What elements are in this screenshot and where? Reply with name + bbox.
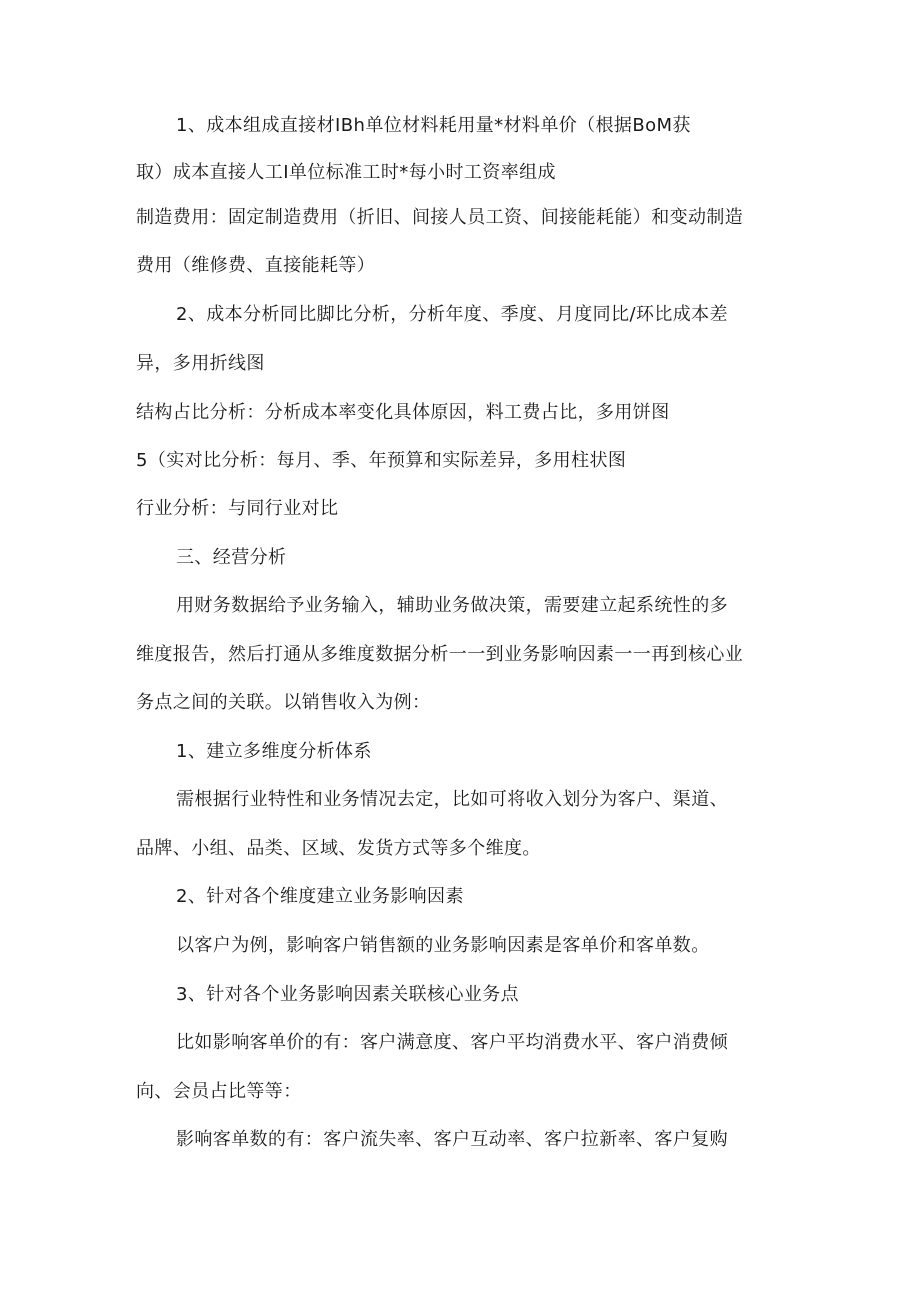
paragraph-line: 以客户为例，影响客户销售额的业务影响因素是客单价和客单数。: [176, 935, 710, 956]
paragraph-line: 结构占比分析：分析成本率变化具体原因，料工费占比，多用饼图: [136, 402, 670, 423]
paragraph-line: 5（实对比分析：每月、季、年预算和实际差异，多用柱状图: [136, 450, 627, 471]
paragraph-line: 品牌、小组、品类、区域、发货方式等多个维度。: [136, 838, 541, 859]
paragraph-line: 行业分析：与同行业对比: [136, 498, 339, 519]
section-heading: 三、经营分析: [176, 547, 287, 568]
subsection-heading: 1、建立多维度分析体系: [176, 741, 372, 762]
subsection-heading: 3、针对各个业务影响因素关联核心业务点: [176, 984, 520, 1005]
paragraph-line: 需根据行业特性和业务情况去定，比如可将收入划分为客户、渠道、: [176, 789, 728, 810]
paragraph-line: 取）成本直接人工I单位标准工时*每小时工资率组成: [136, 162, 556, 183]
paragraph-line: 制造费用：固定制造费用（折旧、间接人员工资、间接能耗能）和变动制造: [136, 207, 744, 228]
paragraph-line: 用财务数据给予业务输入，辅助业务做决策，需要建立起系统性的多: [176, 595, 728, 616]
paragraph-line: 异，多用折线图: [136, 353, 265, 374]
paragraph-line: 维度报告，然后打通从多维度数据分析一一到业务影响因素一一再到核心业: [136, 644, 744, 665]
paragraph-line: 费用（维修费、直接能耗等）: [136, 255, 376, 276]
paragraph-line: 影响客单数的有：客户流失率、客户互动率、客户拉新率、客户复购: [176, 1129, 728, 1150]
paragraph-line: 2、成本分析同比脚比分析，分析年度、季度、月度同比/环比成本差: [176, 304, 728, 325]
paragraph-line: 务点之间的关联。以销售收入为例：: [136, 692, 431, 713]
paragraph-line: 比如影响客单价的有：客户满意度、客户平均消费水平、客户消费倾: [176, 1032, 728, 1053]
paragraph-line: 向、会员占比等等：: [136, 1081, 302, 1102]
subsection-heading: 2、针对各个维度建立业务影响因素: [176, 886, 464, 907]
paragraph-line: 1、成本组成直接材IBh单位材料耗用量*材料单价（根据BoM获: [176, 115, 691, 136]
